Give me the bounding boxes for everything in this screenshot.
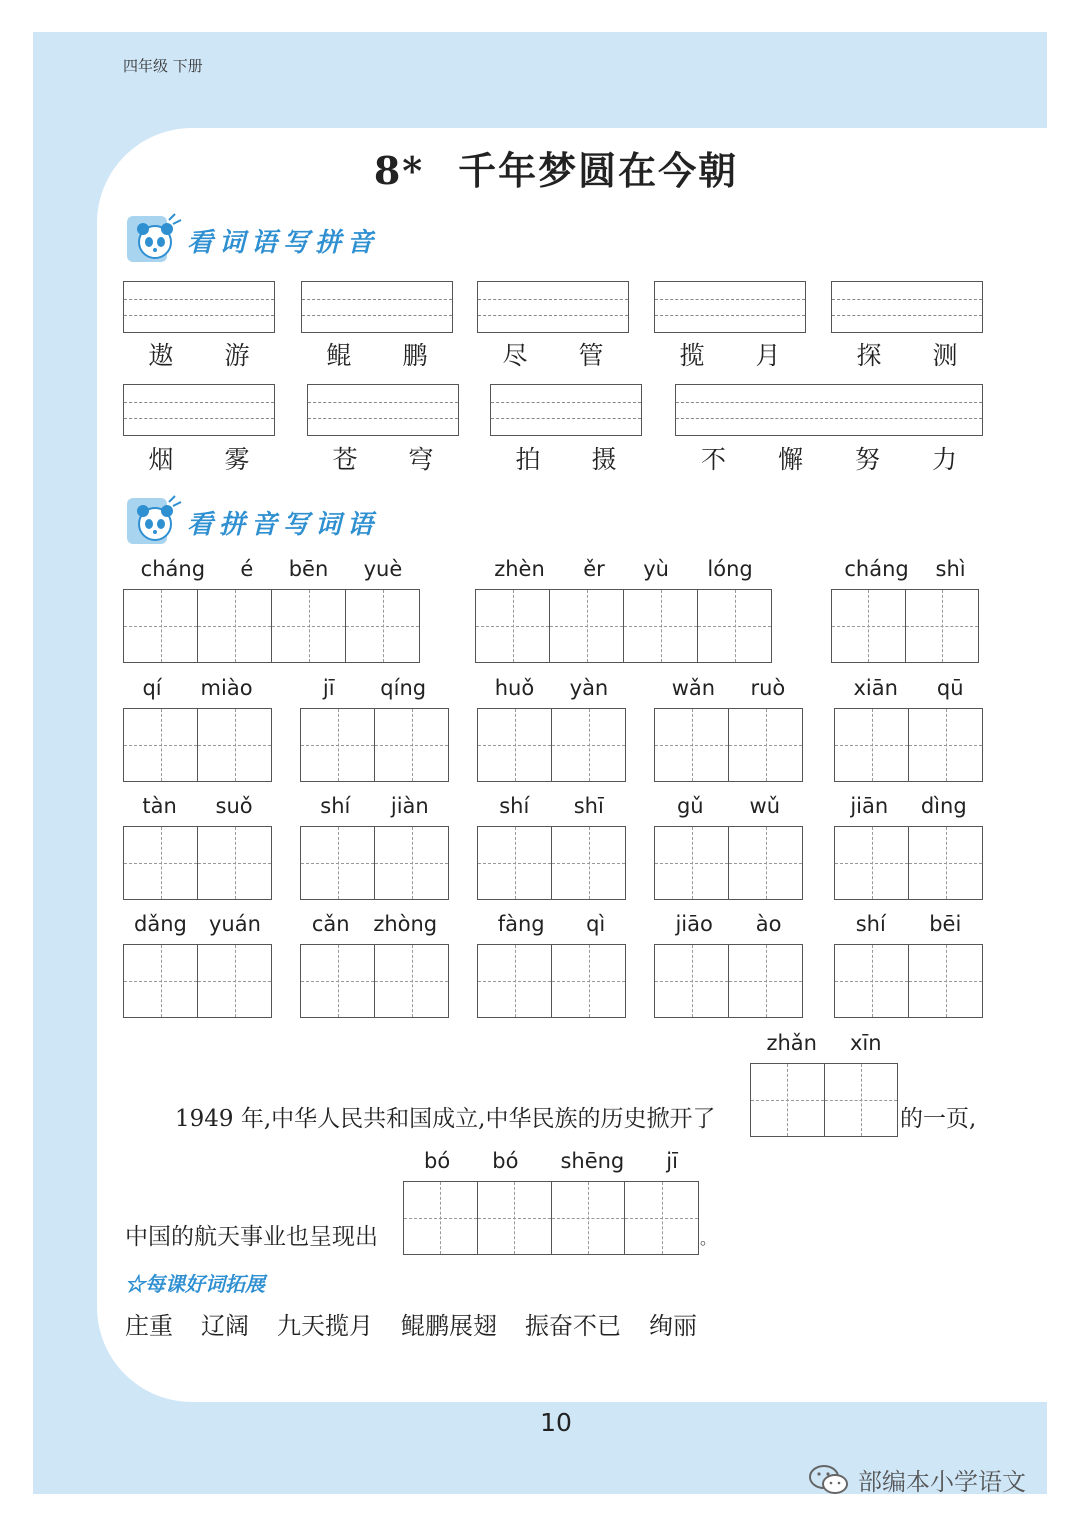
character-grid[interactable] bbox=[477, 826, 626, 900]
pinyin: qì bbox=[586, 912, 606, 936]
pinyin-group bbox=[123, 912, 272, 936]
pinyin: gǔ bbox=[676, 794, 704, 818]
pinyin-group bbox=[300, 676, 449, 700]
char: 穹 bbox=[408, 445, 434, 474]
pinyin-group bbox=[477, 794, 626, 818]
pinyin: shí bbox=[855, 912, 886, 936]
pinyin-writing-lines[interactable] bbox=[477, 281, 629, 333]
word-item bbox=[123, 336, 275, 372]
lesson-name: 千年梦圆在今朝 bbox=[458, 148, 739, 193]
character-grid[interactable] bbox=[477, 944, 626, 1018]
char: 测 bbox=[932, 341, 958, 370]
pinyin-writing-lines[interactable] bbox=[301, 281, 453, 333]
panda-icon bbox=[125, 494, 185, 550]
char: 鲲 bbox=[326, 341, 352, 370]
word-item bbox=[654, 336, 806, 372]
pinyin: wǔ bbox=[749, 794, 781, 818]
pinyin: qí bbox=[142, 676, 162, 700]
character-grid[interactable] bbox=[123, 589, 420, 663]
pinyin-group bbox=[831, 557, 979, 581]
wechat-icon bbox=[808, 1463, 850, 1497]
pinyin: bó bbox=[424, 1149, 451, 1173]
pinyin-writing-lines[interactable] bbox=[307, 384, 459, 436]
pinyin-group bbox=[654, 794, 803, 818]
pinyin-group bbox=[834, 676, 983, 700]
char: 力 bbox=[931, 445, 957, 474]
character-grid[interactable] bbox=[300, 944, 449, 1018]
char: 管 bbox=[578, 341, 604, 370]
pinyin-group bbox=[477, 676, 626, 700]
char: 遨 bbox=[148, 341, 174, 370]
pinyin: cháng bbox=[140, 557, 206, 581]
character-grid[interactable] bbox=[475, 589, 772, 663]
word-item bbox=[831, 336, 983, 372]
character-grid[interactable] bbox=[654, 708, 803, 782]
pinyin: jī bbox=[666, 1149, 678, 1173]
pinyin-writing-lines[interactable] bbox=[675, 384, 983, 436]
pinyin: zhǎn bbox=[766, 1031, 817, 1055]
pinyin-group bbox=[123, 676, 272, 700]
pinyin: suǒ bbox=[215, 794, 253, 818]
pinyin-group bbox=[654, 676, 803, 700]
word-item bbox=[477, 336, 629, 372]
pinyin-group bbox=[834, 794, 983, 818]
pinyin: yuè bbox=[363, 557, 403, 581]
pinyin: fàng bbox=[497, 912, 545, 936]
char: 尽 bbox=[502, 341, 528, 370]
pinyin: bó bbox=[492, 1149, 519, 1173]
pinyin-group bbox=[300, 912, 449, 936]
sentence-1-after: 的一页, bbox=[900, 1106, 977, 1132]
pinyin-writing-lines[interactable] bbox=[490, 384, 642, 436]
section-header-1 bbox=[125, 212, 379, 268]
watermark bbox=[808, 1462, 1026, 1497]
character-grid[interactable] bbox=[123, 944, 272, 1018]
pinyin-group bbox=[654, 912, 803, 936]
character-grid[interactable] bbox=[123, 826, 272, 900]
pinyin-writing-lines[interactable] bbox=[654, 281, 806, 333]
sentence-2-before: 中国的航天事业也呈现出 bbox=[125, 1224, 378, 1250]
pinyin: ruò bbox=[750, 676, 786, 700]
panda-icon bbox=[125, 212, 185, 268]
lesson-number: 8* bbox=[373, 148, 425, 193]
sentence-2-after: 。 bbox=[700, 1229, 717, 1248]
char: 月 bbox=[755, 341, 781, 370]
pinyin-writing-lines[interactable] bbox=[831, 281, 983, 333]
pinyin: dǎng bbox=[134, 912, 187, 936]
pinyin: cǎn bbox=[311, 912, 350, 936]
pinyin-group bbox=[300, 794, 449, 818]
pinyin: jiàn bbox=[390, 794, 429, 818]
char: 努 bbox=[854, 445, 880, 474]
pinyin: shí bbox=[320, 794, 351, 818]
char: 懈 bbox=[777, 445, 803, 474]
pinyin-writing-lines[interactable] bbox=[123, 384, 275, 436]
character-grid[interactable] bbox=[750, 1063, 898, 1137]
pinyin-group bbox=[123, 557, 420, 581]
extra-word: 辽阔 bbox=[201, 1312, 249, 1340]
pinyin: xiān bbox=[853, 676, 898, 700]
char: 烟 bbox=[148, 445, 174, 474]
pinyin: yàn bbox=[569, 676, 609, 700]
character-grid[interactable] bbox=[403, 1181, 699, 1255]
grade-label: 四年级 下册 bbox=[123, 57, 203, 75]
character-grid[interactable] bbox=[834, 826, 983, 900]
character-grid[interactable] bbox=[654, 826, 803, 900]
pinyin: dìng bbox=[920, 794, 967, 818]
pinyin-group bbox=[477, 912, 626, 936]
char: 鹏 bbox=[402, 341, 428, 370]
word-item bbox=[490, 440, 642, 476]
pinyin: tàn bbox=[142, 794, 177, 818]
pinyin: miào bbox=[200, 676, 253, 700]
extra-word: 庄重 bbox=[125, 1312, 173, 1340]
pinyin: yuán bbox=[209, 912, 261, 936]
section-title-1: 看词语写拼音 bbox=[187, 227, 380, 258]
word-item bbox=[307, 440, 459, 476]
word-item bbox=[301, 336, 453, 372]
pinyin: cháng bbox=[844, 557, 909, 581]
pinyin: jiāo bbox=[675, 912, 713, 936]
pinyin: bēi bbox=[929, 912, 962, 936]
pinyin: ěr bbox=[583, 557, 605, 581]
pinyin: zhèn bbox=[494, 557, 545, 581]
pinyin: shī bbox=[573, 794, 604, 818]
pinyin-group bbox=[834, 912, 983, 936]
pinyin: qíng bbox=[380, 676, 427, 700]
section-title-2: 看拼音写词语 bbox=[187, 509, 380, 540]
pinyin: jiān bbox=[850, 794, 889, 818]
pinyin: huǒ bbox=[494, 676, 535, 700]
pinyin: lóng bbox=[707, 557, 753, 581]
pinyin-group bbox=[475, 557, 772, 581]
sentence-1-before: 1949 年,中华人民共和国成立,中华民族的历史掀开了 bbox=[175, 1106, 716, 1132]
char: 揽 bbox=[679, 341, 705, 370]
pinyin: é bbox=[240, 557, 254, 581]
pinyin: qū bbox=[936, 676, 964, 700]
char: 苍 bbox=[332, 445, 358, 474]
char: 游 bbox=[224, 341, 250, 370]
character-grid[interactable] bbox=[831, 589, 979, 663]
pinyin: shì bbox=[935, 557, 966, 581]
character-grid[interactable] bbox=[123, 708, 272, 782]
pinyin: shí bbox=[499, 794, 530, 818]
watermark-text: 部编本小学语文 bbox=[858, 1468, 1026, 1496]
extra-words-title: ☆每课好词拓展 bbox=[125, 1272, 265, 1296]
extra-words-list bbox=[125, 1306, 697, 1341]
page-number: 10 bbox=[540, 1408, 572, 1437]
section-header-2 bbox=[125, 494, 379, 550]
pinyin: wǎn bbox=[671, 676, 716, 700]
word-item bbox=[123, 440, 275, 476]
pinyin: bēn bbox=[288, 557, 329, 581]
char: 摄 bbox=[591, 445, 617, 474]
character-grid[interactable] bbox=[300, 826, 449, 900]
extra-word: 绚丽 bbox=[649, 1312, 697, 1340]
char: 雾 bbox=[224, 445, 250, 474]
pinyin-group bbox=[403, 1149, 699, 1173]
character-grid[interactable] bbox=[834, 708, 983, 782]
pinyin: xīn bbox=[849, 1031, 882, 1055]
pinyin: shēng bbox=[560, 1149, 625, 1173]
char: 不 bbox=[700, 445, 726, 474]
pinyin: zhòng bbox=[373, 912, 438, 936]
pinyin-group bbox=[123, 794, 272, 818]
pinyin: ào bbox=[755, 912, 782, 936]
extra-word: 鲲鹏展翅 bbox=[401, 1312, 497, 1340]
character-grid[interactable] bbox=[477, 708, 626, 782]
extra-word: 九天揽月 bbox=[277, 1312, 373, 1340]
pinyin: jī bbox=[322, 676, 335, 700]
char: 拍 bbox=[515, 445, 541, 474]
character-grid[interactable] bbox=[654, 944, 803, 1018]
pinyin-writing-lines[interactable] bbox=[123, 281, 275, 333]
extra-word: 振奋不已 bbox=[525, 1312, 621, 1340]
word-item bbox=[675, 440, 983, 476]
pinyin: yù bbox=[643, 557, 669, 581]
character-grid[interactable] bbox=[300, 708, 449, 782]
lesson-title bbox=[0, 140, 1080, 195]
character-grid[interactable] bbox=[834, 944, 983, 1018]
pinyin-group bbox=[750, 1031, 898, 1055]
char: 探 bbox=[856, 341, 882, 370]
